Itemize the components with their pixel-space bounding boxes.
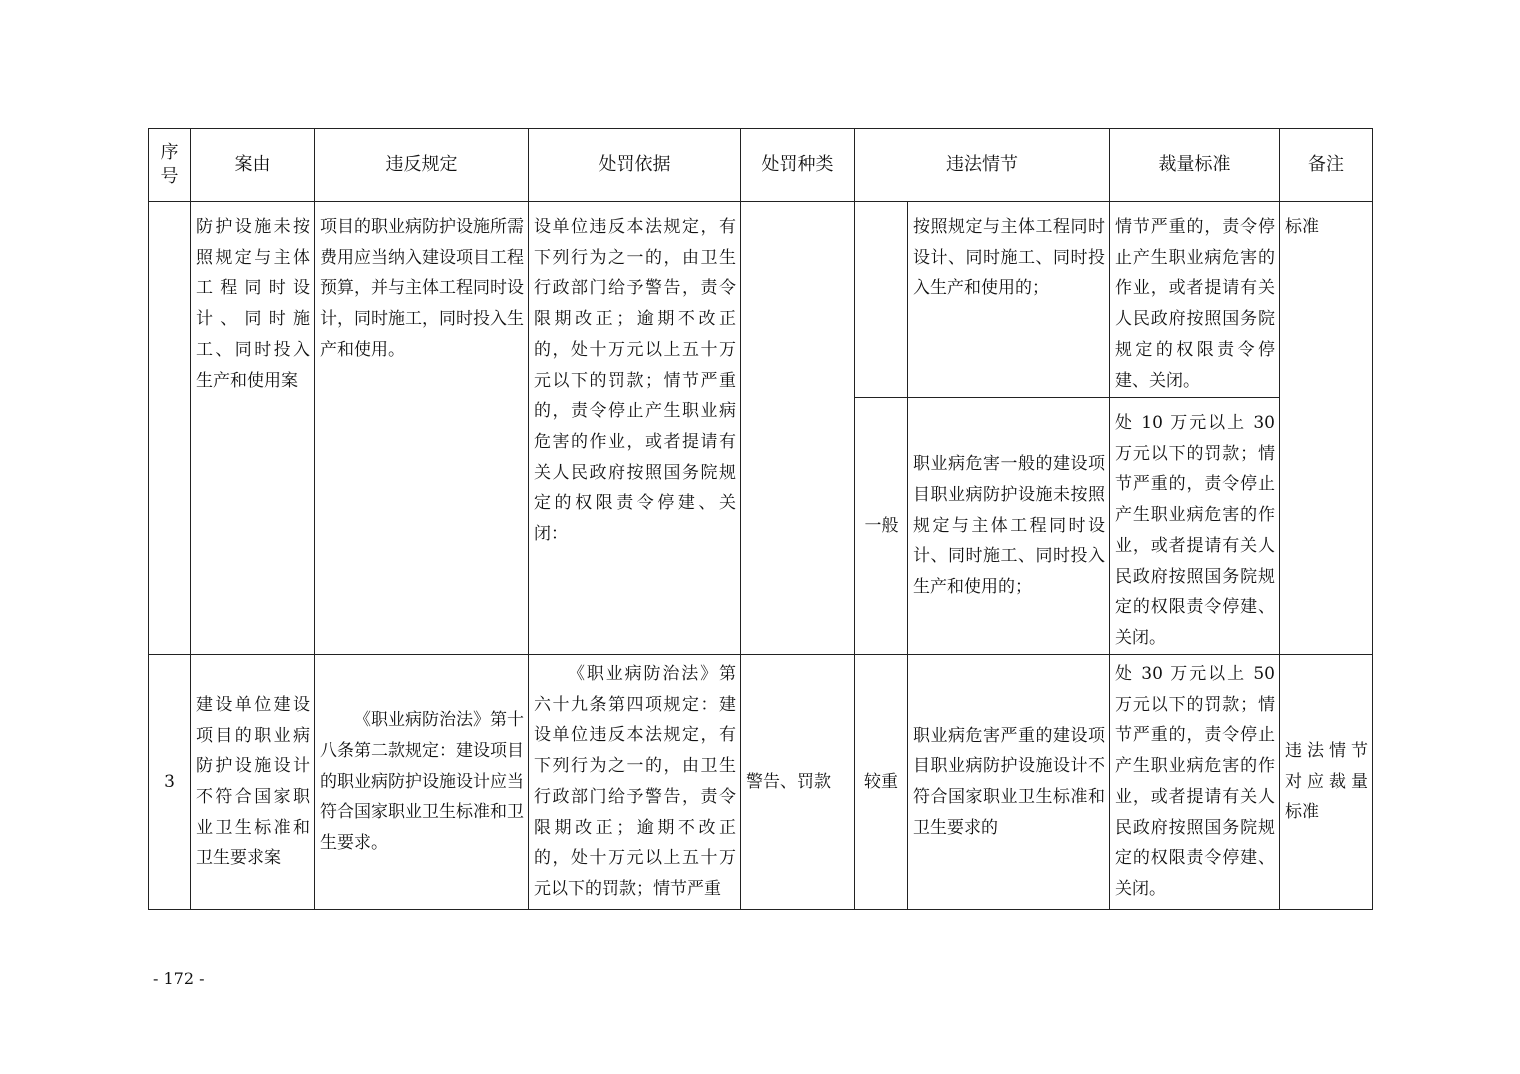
prev-remark-text: 标准 [1285,217,1319,237]
prev-remark-cell [1280,202,1373,655]
prev-a-level-cell [855,202,908,398]
row3-seq-cell [149,655,191,910]
row3-basis-cell [529,655,741,910]
row3-type-text: 警告、罚款 [746,771,831,792]
prev-case-cell [191,202,315,655]
prev-a-circumstance-cell [908,202,1110,398]
header-standard: 裁量标准 [1110,129,1280,202]
row3-remark-cell [1280,655,1373,910]
page-number: - 172 - [153,969,205,988]
header-basis: 处罚依据 [529,129,741,202]
row3-type-cell [741,655,855,910]
prev-b-standard-text: 处 10 万元以上 30 万元以下的罚款；情节严重的，责令停止产生职业病危害的作业，或者提请有关人民政府按照国务院规定的权限责令停建、关闭。 [1115,413,1275,648]
row3-violation-cell [315,655,529,910]
prev-basis-cell [529,202,741,655]
row3-level-cell [855,655,908,910]
header-case: 案由 [191,129,315,202]
row3-circumstance-cell [908,655,1110,910]
prev-b-level-text: 一般 [864,515,899,536]
prev-b-level-cell [855,398,908,655]
header-violation: 违反规定 [315,129,529,202]
row3-circumstance-text: 职业病危害严重的建设项目职业病防护设施设计不符合国家职业卫生标准和卫生要求的 [913,725,1105,838]
row3-case-cell [191,655,315,910]
header-seq-line-2: 号 [160,166,179,187]
header-seq [149,129,191,202]
prev-a-level-text [855,295,907,305]
row3-basis-text: 《职业病防治法》第六十九条第四项规定：建设单位违反本法规定，有下列行为之一的，由卫生行政部门给予警告，责令限期改正；逾期不改正的，处十万元以上五十万元以下的罚款；情节严重 [534,664,736,899]
table-row-prev-a [149,202,1373,398]
row3-standard-cell [1110,655,1280,910]
prev-a-circumstance-text: 按照规定与主体工程同时设计、同时施工、同时投入生产和使用的； [913,217,1105,299]
regulation-table [148,128,1373,910]
prev-case-text: 防护设施未按照规定与主体工程同时设计、同时施工、同时投入生产和使用案 [196,217,310,391]
row3-standard-text: 处 30 万元以上 50 万元以下的罚款；情节严重的，责令停止产生职业病危害的作业，或者提请有关人民政府按照国务院规定的权限责令停建、关闭。 [1115,664,1275,899]
header-seq-line-1: 序 [160,142,179,163]
row3-violation-text: 《职业病防治法》第十八条第二款规定：建设项目的职业病防护设施设计应当符合国家职业卫生标准和卫生要求。 [320,710,524,854]
prev-b-circumstance-cell [908,398,1110,655]
row3-remark-text: 违法情节对应裁量标准 [1285,740,1368,823]
row3-seq-text: 3 [164,771,175,792]
row3-level-text: 较重 [864,771,898,792]
header-type: 处罚种类 [741,129,855,202]
prev-a-standard-cell [1110,202,1280,398]
prev-type-cell [741,202,855,655]
prev-b-circumstance-text: 职业病危害一般的建设项目职业病防护设施未按照规定与主体工程同时设计、同时施工、同时投入生产和使用的； [913,454,1105,598]
header-row [149,129,1373,202]
prev-seq-cell [149,202,191,655]
prev-b-standard-cell [1110,398,1280,655]
prev-violation-cell [315,202,529,655]
prev-a-standard-text: 情节严重的，责令停止产生职业病危害的作业，或者提请有关人民政府按照国务院规定的权限责令停建、关闭。 [1115,217,1275,391]
prev-violation-text: 项目的职业病防护设施所需费用应当纳入建设项目工程预算，并与主体工程同时设计，同时施工，同时投入生产和使用。 [320,217,524,360]
header-circumstance: 违法情节 [855,129,1110,202]
header-remark: 备注 [1280,129,1373,202]
row3-case-text: 建设单位建设项目的职业病防护设施设计不符合国家职业卫生标准和卫生要求案 [196,694,310,869]
prev-basis-text: 设单位违反本法规定，有下列行为之一的，由卫生行政部门给予警告，责令限期改正；逾期不改正的，处十万元以上五十万元以下的罚款；情节严重的，责令停止产生职业病危害的作业，或者提请有关人民政府按照国务院规定的权限责令停建、关闭： [534,217,736,545]
table-row-3 [149,655,1373,910]
